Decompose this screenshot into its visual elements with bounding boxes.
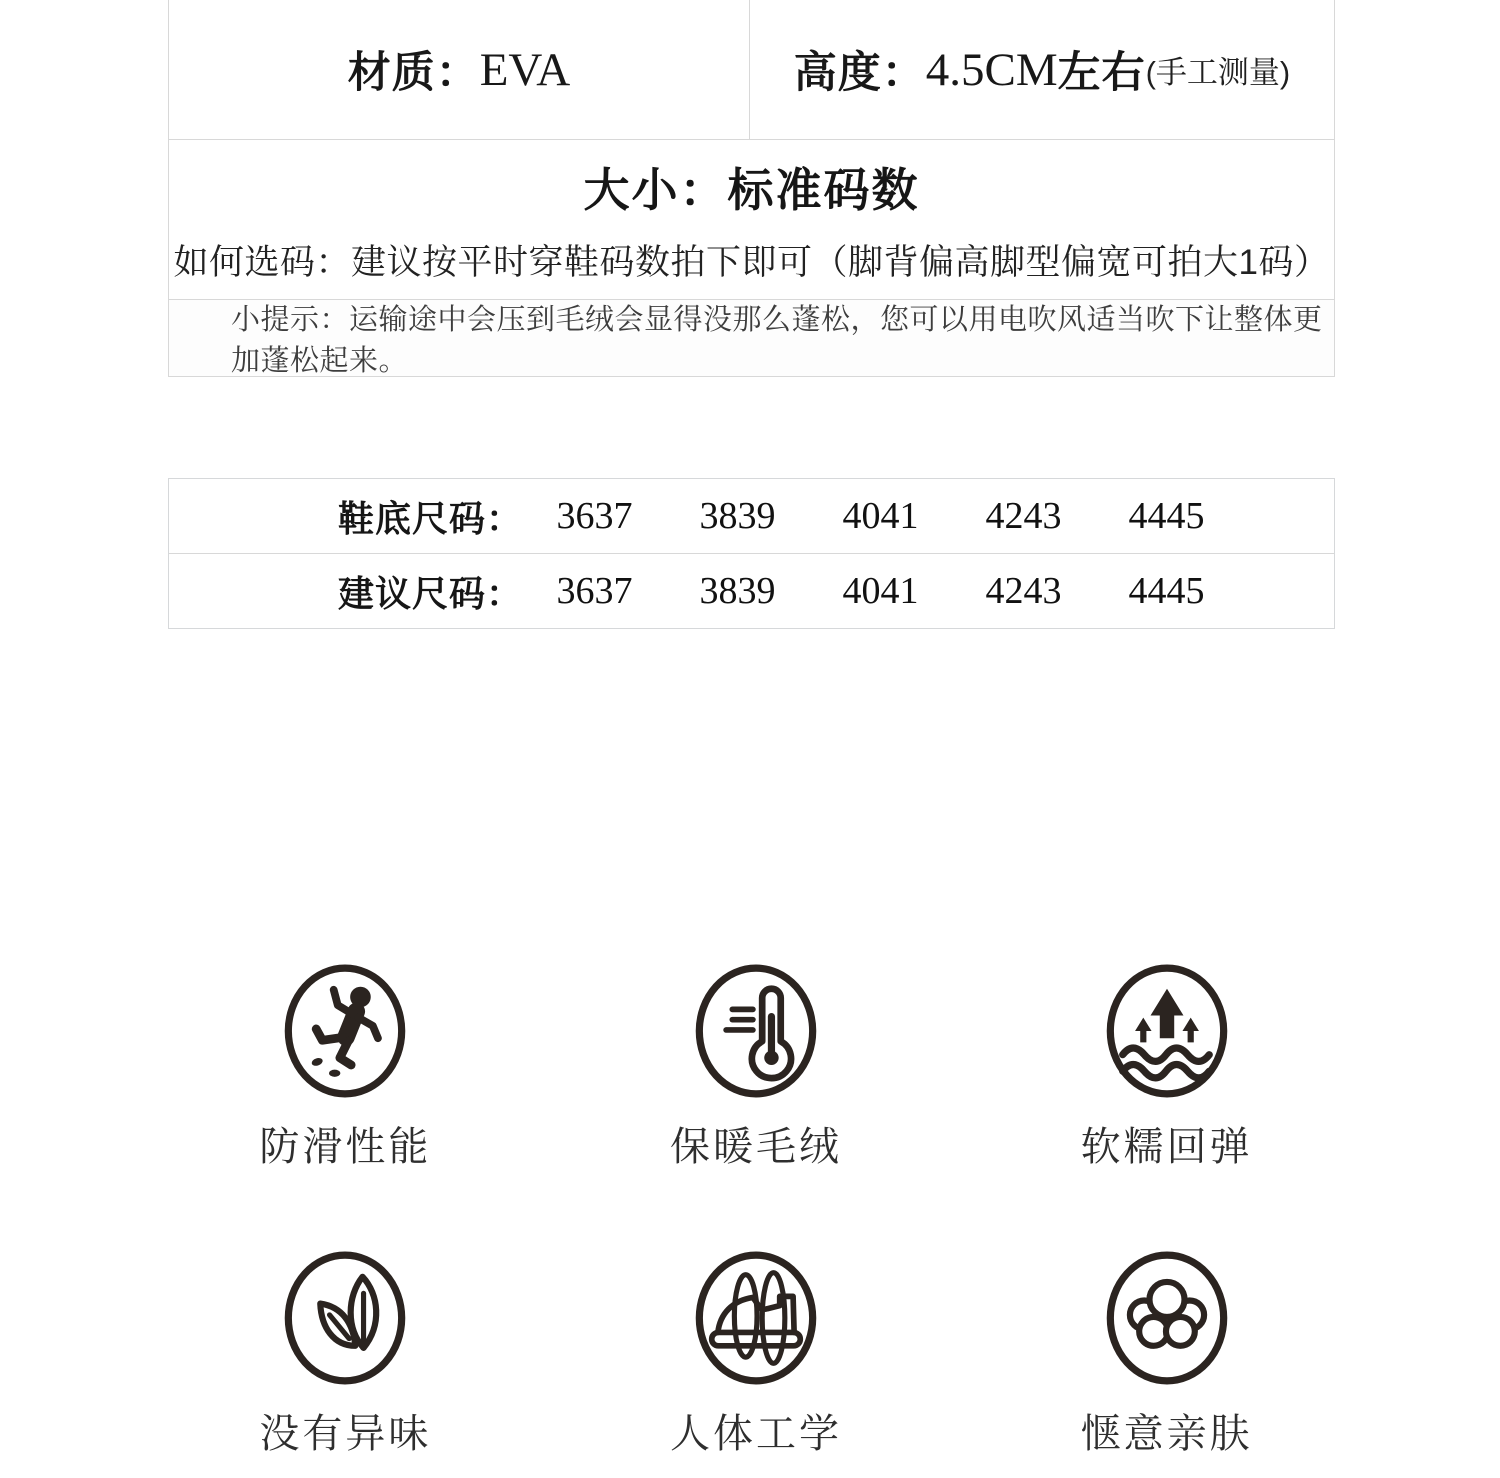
feature-anti-slip [140, 963, 551, 1172]
feature-label: 没有异味 [259, 1412, 432, 1456]
tip-text: 小提示：运输途中会压到毛绒会显得没那么蓬松，您可以用电吹风适当吹下让整体更加蓬松起来。 [231, 304, 1323, 377]
thermometer-icon [694, 963, 818, 1099]
sole-size-value: 3839 [699, 495, 776, 537]
cotton-cloud-icon [1105, 1250, 1229, 1386]
leaves-icon [283, 1250, 407, 1386]
suggested-size-value: 4243 [985, 570, 1062, 612]
sole-size-value: 4445 [1128, 495, 1205, 537]
height-suffix: 左右 [1057, 49, 1146, 97]
size-table [168, 478, 1335, 629]
suggested-size-value: 3637 [556, 570, 633, 612]
suggested-size-value: 4445 [1128, 570, 1205, 612]
height-value: 4.5CM [925, 43, 1058, 96]
material-value: EVA [479, 43, 571, 96]
height-note: (手工测量) [1145, 55, 1291, 90]
size-guide: 如何选码：建议按平时穿鞋码数拍下即可（脚背偏高脚型偏宽可拍大1码） [173, 243, 1330, 282]
height-cell [750, 0, 1334, 139]
sole-size-value: 3637 [556, 495, 633, 537]
table-row-suggested-size [169, 553, 1334, 628]
spec-table [168, 0, 1335, 377]
size-title: 大小：标准码数 [583, 164, 920, 216]
spec-row-size [169, 139, 1334, 299]
feature-ergonomics [551, 1250, 962, 1459]
sole-size-value: 4243 [985, 495, 1062, 537]
feature-label: 人体工学 [669, 1412, 842, 1456]
height-label: 高度： [793, 49, 926, 97]
suggested-size-value: 3839 [699, 570, 776, 612]
table-row-sole-size [169, 479, 1334, 553]
sole-size-value: 4041 [842, 495, 919, 537]
suggested-size-label: 建议尺码： [338, 572, 524, 614]
feature-soft-rebound [961, 963, 1372, 1172]
feature-skin-friendly [961, 1250, 1372, 1459]
sole-size-label: 鞋底尺码： [338, 497, 524, 539]
feature-grid [140, 963, 1372, 1459]
ergonomic-shoe-icon [694, 1250, 818, 1386]
feature-no-odor [140, 1250, 551, 1459]
feature-label: 惬意亲肤 [1080, 1412, 1253, 1456]
feature-label: 软糯回弹 [1080, 1125, 1253, 1169]
feature-label: 防滑性能 [259, 1125, 432, 1169]
material-label: 材质： [347, 49, 480, 97]
spec-row-tip [169, 299, 1334, 376]
rebound-arrows-icon [1105, 963, 1229, 1099]
feature-warm-plush [551, 963, 962, 1172]
suggested-size-value: 4041 [842, 570, 919, 612]
slip-warning-icon [283, 963, 407, 1099]
feature-label: 保暖毛绒 [669, 1125, 842, 1169]
material-cell [169, 0, 750, 139]
spec-row-material-height [169, 0, 1334, 139]
